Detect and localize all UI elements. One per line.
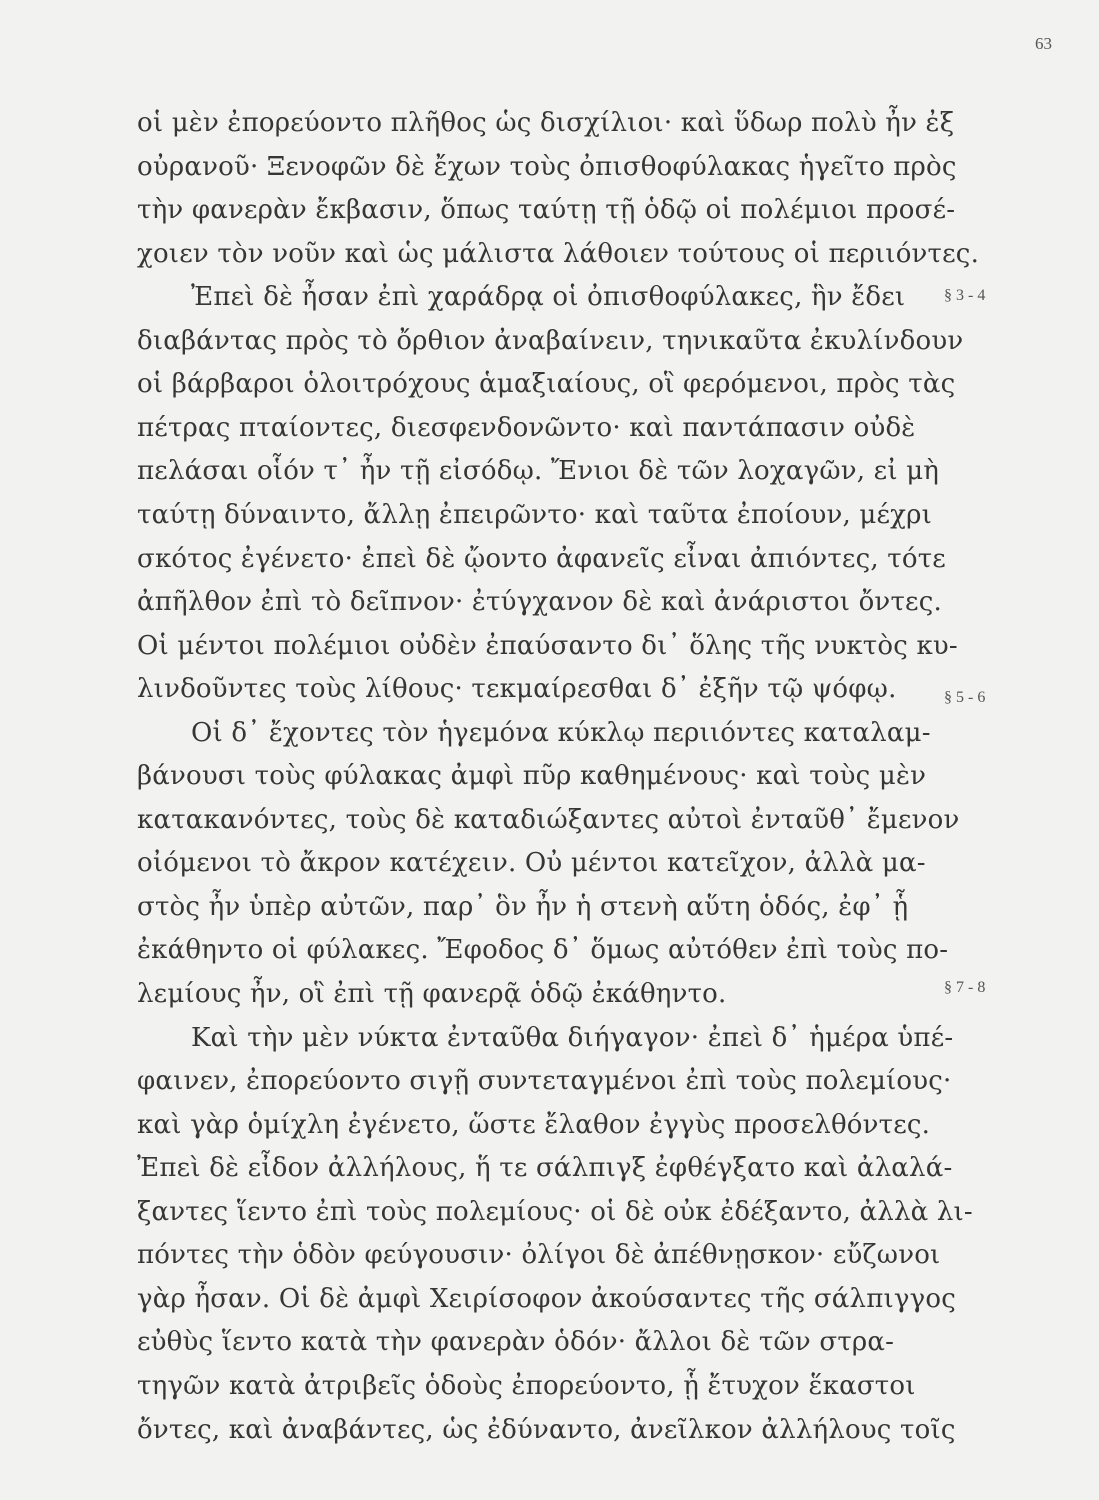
text-line: χοιεν τὸν νοῦν καὶ ὡς μάλιστα λάθοιεν τούτους οἱ περιιόντες. <box>137 238 980 269</box>
text-line: οἱ μὲν ἐπορεύοντο πλῆθος ὡς δισχίλιοι· καὶ ὕδωρ πολὺ ἦν ἐξ <box>137 108 955 138</box>
text-line: οἱ βάρβαροι ὁλοιτρόχους ἁμαξιαίους, οἳ φερόμενοι, πρὸς τὰς <box>137 369 956 400</box>
text-line: κατακανόντες, τοὺς δὲ καταδιώξαντες αὐτοὶ ἐνταῦθ᾽ ἔμενον <box>137 804 960 835</box>
text-line: Καὶ τὴν μὲν νύκτα ἐνταῦθα διήγαγον· ἐπεὶ δ᾽ ἡμέρα ὑπέ- <box>191 1022 954 1053</box>
text-line: βάνουσι τοὺς φύλακας ἀμφὶ πῦρ καθημένους· καὶ τοὺς μὲν <box>137 761 927 792</box>
page-number: 63 <box>1035 34 1052 53</box>
text-line: ἐκάθηντο οἱ φύλακες. Ἔφοδος δ᾽ ὅμως αὐτόθεν ἐπὶ τοὺς πο- <box>137 935 949 966</box>
text-line: ξαντες ἵεντο ἐπὶ τοὺς πολεμίους· οἱ δὲ οὐκ ἐδέξαντο, ἀλλὰ λι- <box>137 1196 973 1227</box>
text-line: πόντες τὴν ὁδὸν φεύγουσιν· ὀλίγοι δὲ ἀπέθνῃσκον· εὔζωνοι <box>137 1240 941 1271</box>
text-line: καὶ γὰρ ὁμίχλη ἐγένετο, ὥστε ἔλαθον ἐγγὺς προσελθόντες. <box>137 1109 931 1140</box>
text-line: εὐθὺς ἵεντο κατὰ τὴν φανερὰν ὁδόν· ἄλλοι δὲ τῶν στρα- <box>137 1327 895 1358</box>
text-line: Ἐπεὶ δὲ εἶδον ἀλλήλους, ἥ τε σάλπιγξ ἐφθέγξατο καὶ ἀλαλά- <box>137 1153 953 1184</box>
section-marker-7-8: § 7 - 8 <box>944 979 986 996</box>
text-line: ταύτῃ δύναιντο, ἄλλῃ ἐπειρῶντο· καὶ ταῦτα ἐποίουν, μέχρι <box>137 499 932 530</box>
text-line: λινδοῦντες τοὺς λίθους· τεκμαίρεσθαι δ᾽ ἐξῆν τῷ ψόφῳ. <box>137 674 897 705</box>
text-line: ὄντες, καὶ ἀναβάντες, ὡς ἐδύναντο, ἀνεῖλκον ἀλλήλους τοῖς <box>137 1414 956 1445</box>
text-line: πέτρας πταίοντες, διεσφενδονῶντο· καὶ παντάπασιν οὐδὲ <box>137 412 916 443</box>
text-line: λεμίους ἦν, οἳ ἐπὶ τῇ φανερᾷ ὁδῷ ἐκάθηντο. <box>137 979 727 1009</box>
text-line: ἀπῆλθον ἐπὶ τὸ δεῖπνον· ἐτύγχανον δὲ καὶ ἀνάριστοι ὄντες. <box>137 587 942 617</box>
text-line: οἰόμενοι τὸ ἄκρον κατέχειν. Οὐ μέντοι κατεῖχον, ἀλλὰ μα- <box>137 848 926 879</box>
text-line: τηγῶν κατὰ ἀτριβεῖς ὁδοὺς ἐπορεύοντο, ᾗ ἔτυχον ἕκαστοι <box>137 1370 916 1401</box>
text-line: στὸς ἦν ὑπὲρ αὐτῶν, παρ᾽ ὃν ἦν ἡ στενὴ αὕτη ὁδός, ἐφ᾽ ᾗ <box>137 891 909 922</box>
text-line: Οἱ δ᾽ ἔχοντες τὸν ἡγεμόνα κύκλῳ περιιόντες καταλαμ- <box>191 717 931 748</box>
text-line: οὐρανοῦ· Ξενοφῶν δὲ ἔχων τοὺς ὀπισθοφύλακας ἡγεῖτο πρὸς <box>137 151 957 182</box>
text-line: φαινεν, ἐπορεύοντο σιγῇ συντεταγμένοι ἐπὶ τοὺς πολεμίους· <box>137 1066 952 1097</box>
text-line: σκότος ἐγένετο· ἐπεὶ δὲ ᾤοντο ἀφανεῖς εἶναι ἀπιόντες, τότε <box>137 543 946 574</box>
text-line: τὴν φανερὰν ἔκβασιν, ὅπως ταύτῃ τῇ ὁδῷ οἱ πολέμιοι προσέ- <box>137 195 956 226</box>
text-line: διαβάντας πρὸς τὸ ὄρθιον ἀναβαίνειν, τηνικαῦτα ἐκυλίνδουν <box>137 325 964 356</box>
section-marker-3-4: § 3 - 4 <box>944 287 986 304</box>
section-marker-5-6: § 5 - 6 <box>944 689 986 706</box>
text-line: πελάσαι οἷόν τ᾽ ἦν τῇ εἰσόδῳ. Ἔνιοι δὲ τῶν λοχαγῶν, εἰ μὴ <box>137 456 940 487</box>
text-line: Ἐπεὶ δὲ ἦσαν ἐπὶ χαράδρᾳ οἱ ὀπισθοφύλακες, ἣν ἔδει <box>191 282 906 313</box>
text-line: γὰρ ἦσαν. Οἱ δὲ ἀμφὶ Χειρίσοφον ἀκούσαντες τῆς σάλπιγγος <box>137 1283 957 1314</box>
text-line: Οἱ μέντοι πολέμιοι οὐδὲν ἐπαύσαντο δι᾽ ὅλης τῆς νυκτὸς κυ- <box>137 630 958 661</box>
